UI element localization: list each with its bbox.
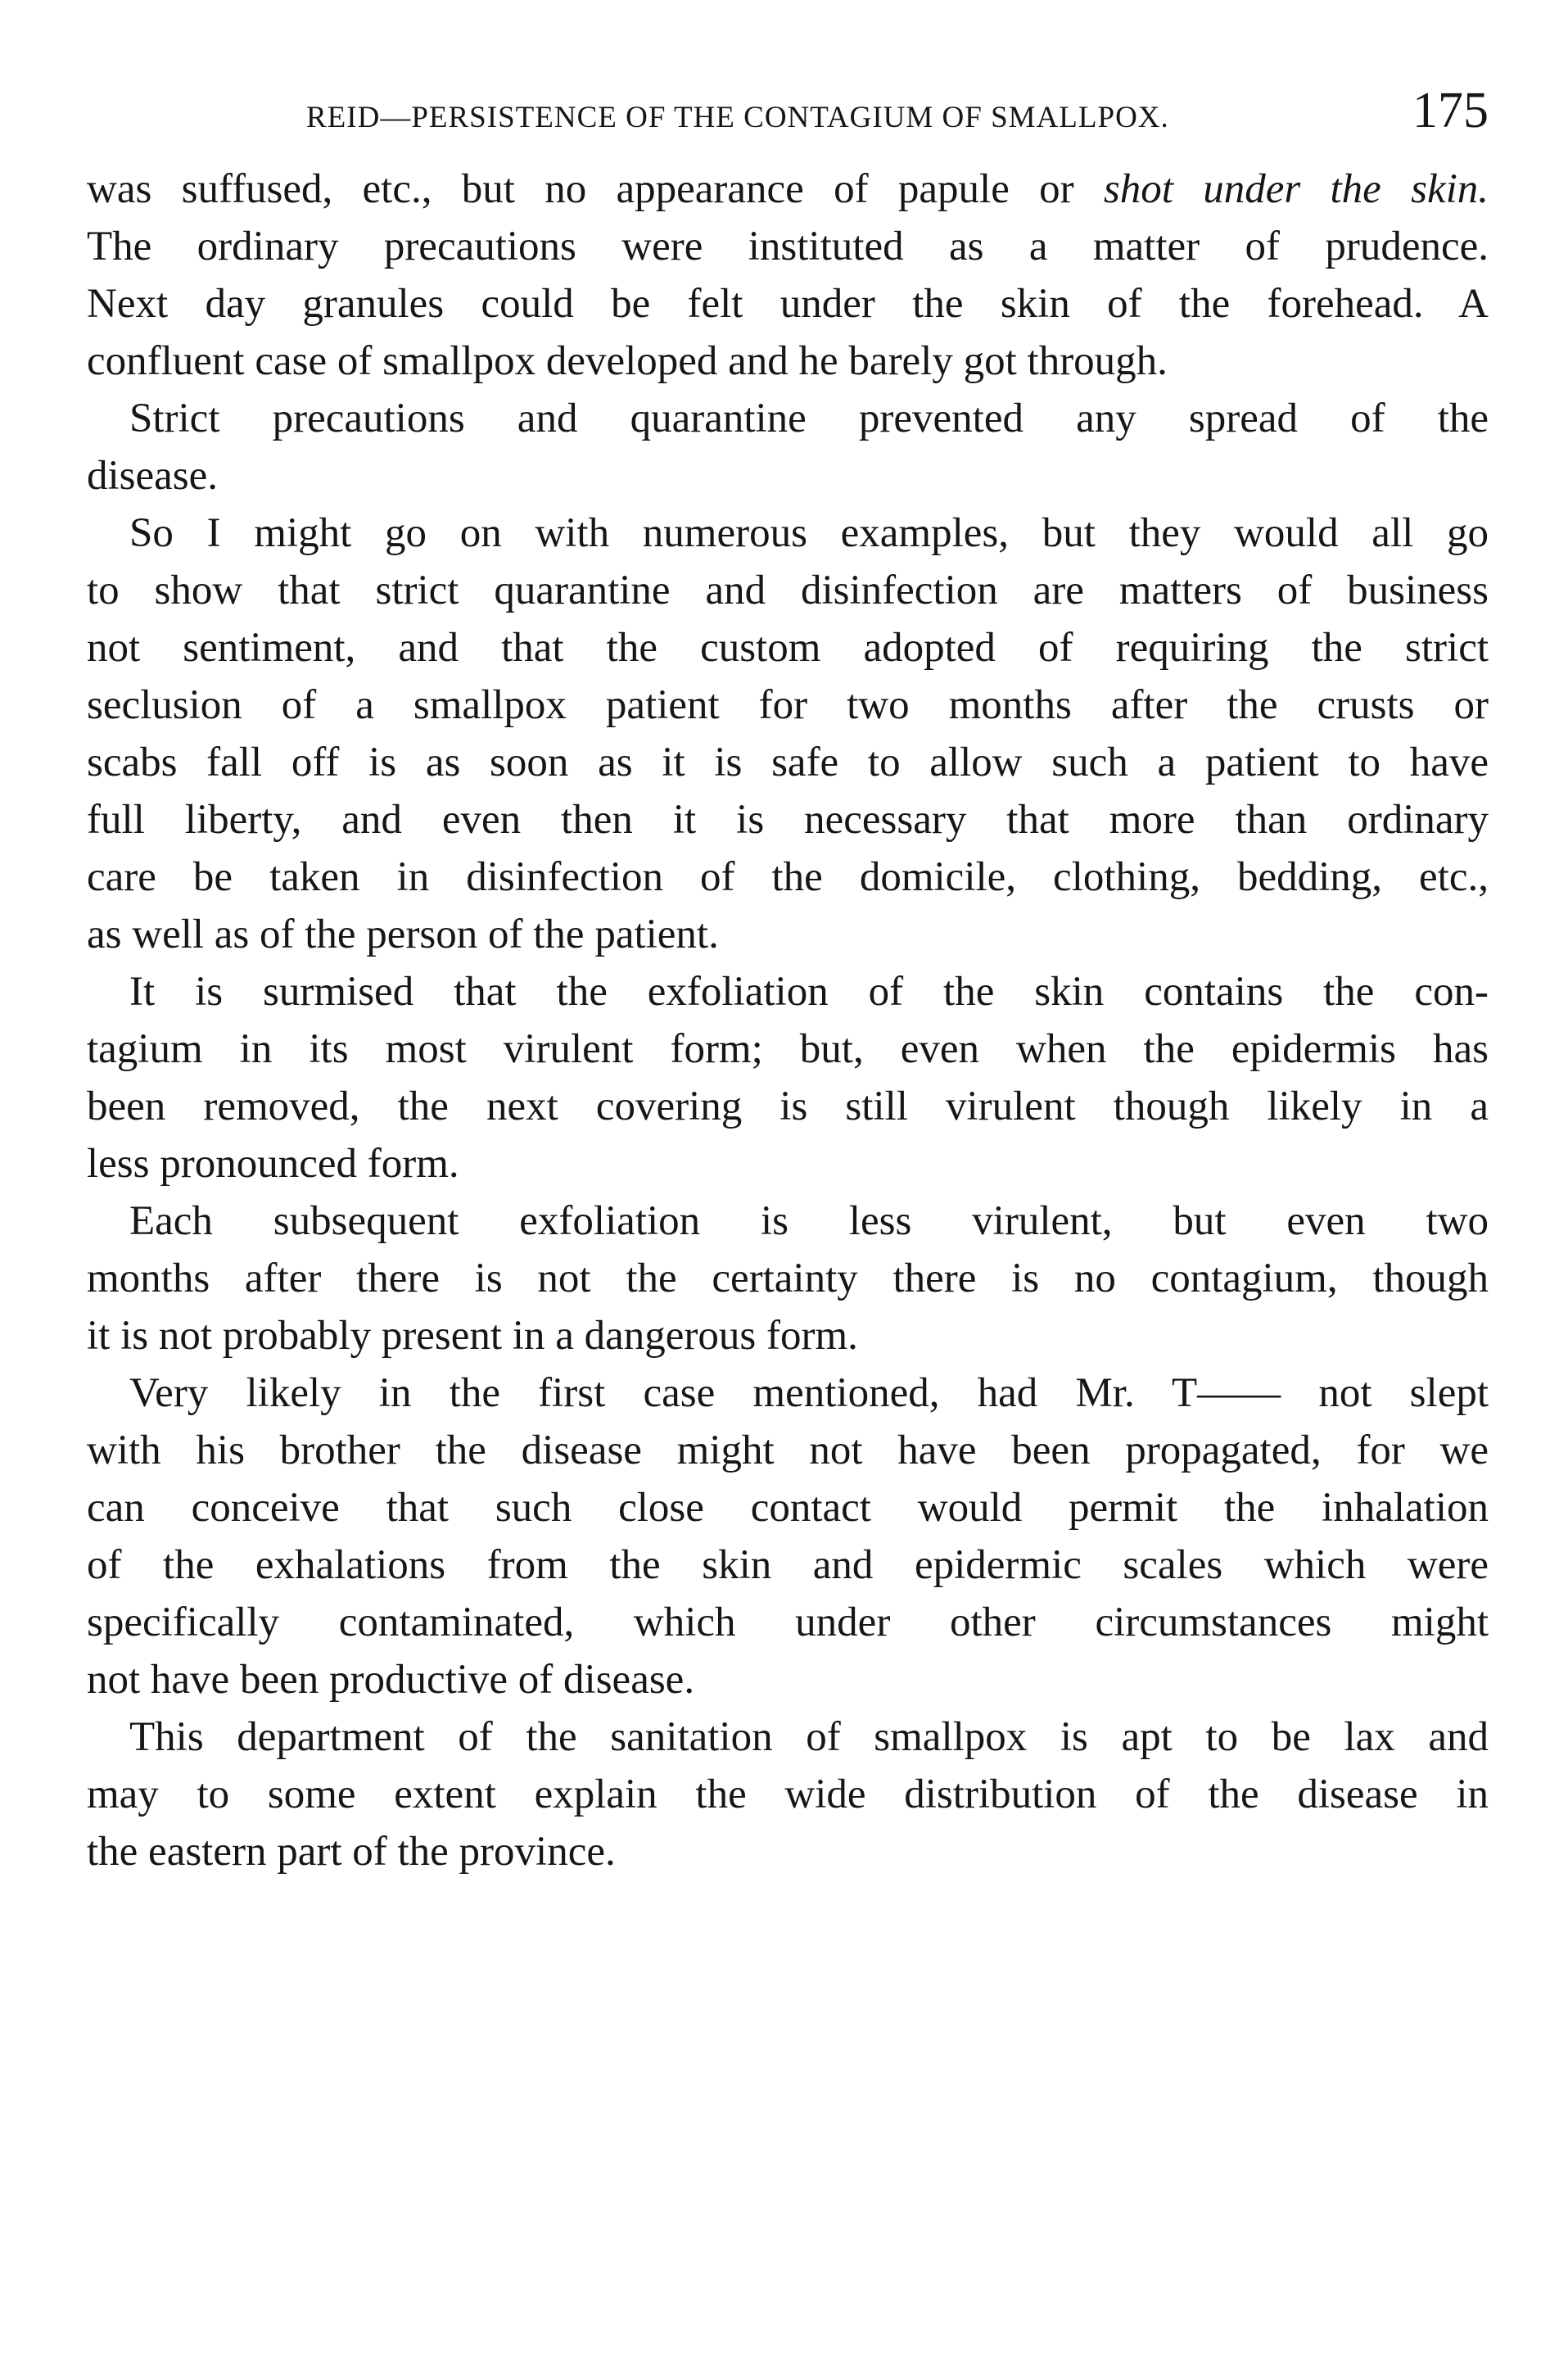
text-line [87, 1422, 1489, 1479]
text-line-content: not have been productive of disease. [87, 1657, 695, 1703]
text-line [87, 791, 1489, 848]
text-line-content: may to some extent explain the wide distribution of the disease in [87, 1771, 1489, 1817]
text-line [87, 1078, 1489, 1135]
text-line-content: can conceive that such close contact would permit the inhalation [87, 1485, 1489, 1531]
text-line [87, 1020, 1489, 1078]
text-line-content: with his brother the disease might not have been propagated, for we [87, 1428, 1489, 1473]
body-text [87, 161, 1489, 1880]
text-line-content: Next day granules could be felt under the skin of the forehead. A [87, 281, 1489, 327]
text-line-content: as well as of the person of the patient. [87, 912, 719, 957]
text-line-content: seclusion of a smallpox patient for two months after the crusts or [87, 682, 1489, 728]
text-line-content: specifically contaminated, which under other circumstances might [87, 1599, 1489, 1645]
text-line [87, 848, 1489, 906]
text-line-content: full liberty, and even then it is necessary that more than ordinary [87, 797, 1489, 843]
text-line [87, 562, 1489, 619]
text-line [87, 1250, 1489, 1307]
running-header-title: REID—PERSISTENCE OF THE CONTAGIUM OF SMALLPOX. [306, 101, 1169, 134]
text-line [87, 447, 1489, 505]
text-line [87, 161, 1489, 218]
text-line [87, 1536, 1489, 1594]
text-line [87, 1651, 1489, 1708]
text-line [87, 676, 1489, 734]
text-line-content: the eastern part of the province. [87, 1829, 616, 1875]
page-number: 175 [1412, 83, 1489, 138]
text-line-content: It is surmised that the exfoliation of the skin contains the con- [129, 969, 1489, 1015]
text-line-content: not sentiment, and that the custom adopted of requiring the strict [87, 625, 1489, 671]
text-line-content: disease. [87, 453, 219, 499]
text-line [87, 1594, 1489, 1651]
text-line-content: scabs fall off is as soon as it is safe to allow such a patient to have [87, 740, 1489, 785]
text-line [87, 619, 1489, 676]
text-line-content: confluent case of smallpox developed and he barely got through. [87, 338, 1168, 384]
text-line-content: months after there is not the certainty there is no contagium, though [87, 1256, 1489, 1301]
text-line [87, 275, 1489, 333]
text-line [87, 906, 1489, 963]
text-line-content: care be taken in disinfection of the domicile, clothing, bedding, etc., [87, 854, 1489, 900]
text-line-content: This department of the sanitation of smallpox is apt to be lax and [129, 1714, 1489, 1760]
text-line [87, 1307, 1489, 1364]
text-line [87, 1708, 1489, 1766]
text-line [87, 505, 1489, 562]
text-line [87, 1135, 1489, 1192]
text-line-content: to show that strict quarantine and disinfection are matters of business [87, 568, 1489, 613]
text-line-content: So I might go on with numerous examples, but they would all go [129, 510, 1489, 556]
text-line [87, 1479, 1489, 1536]
text-line [87, 1192, 1489, 1250]
text-line-content: The ordinary precautions were instituted as a matter of prudence. [87, 224, 1489, 269]
italic-phrase: shot under the skin. [1103, 166, 1489, 212]
text-line-content: Strict precautions and quarantine prevented any spread of the [129, 396, 1489, 441]
text-line-content: been removed, the next covering is still virulent though likely in a [87, 1084, 1489, 1129]
text-line-content: less pronounced form. [87, 1141, 459, 1187]
text-line-content: Very likely in the first case mentioned, had Mr. T—— not slept [129, 1370, 1489, 1416]
text-line [87, 734, 1489, 791]
text-line [87, 390, 1489, 447]
text-line [87, 218, 1489, 275]
text-line-content: of the exhalations from the skin and epidermic scales which were [87, 1542, 1489, 1588]
text-line [87, 333, 1489, 390]
text-line [87, 1766, 1489, 1823]
text-line [87, 963, 1489, 1020]
text-line-content: was suffused, etc., but no appearance of papule or [87, 166, 1104, 212]
text-line-content: tagium in its most virulent form; but, even when the epidermis has [87, 1026, 1489, 1072]
text-line-content: Each subsequent exfoliation is less virulent, but even two [129, 1198, 1489, 1244]
running-header [87, 82, 1489, 147]
text-line [87, 1364, 1489, 1422]
text-line-content: it is not probably present in a dangerous form. [87, 1313, 858, 1359]
text-line [87, 1823, 1489, 1880]
